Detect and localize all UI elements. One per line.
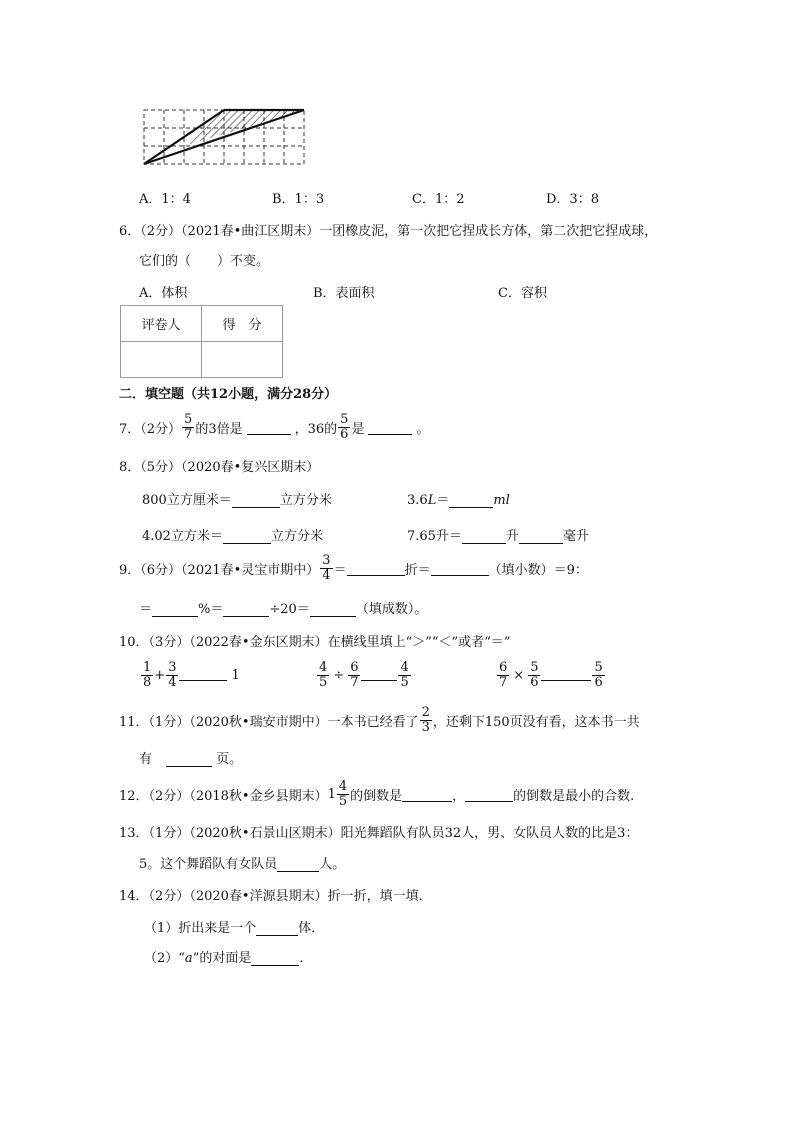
q7-fraction-1: [182, 413, 194, 441]
q8-b-blank[interactable]: [449, 493, 493, 508]
q9-div20: ÷20＝: [269, 602, 310, 617]
q11-prefix: 11．（1分）（2020秋•瑞安市期中）一本书已经看了: [119, 714, 419, 730]
q14-header: 14．（2分）（2020春•洋源县期末）折一折，填一填．: [119, 889, 432, 904]
q9-fill-number: （填成数）。: [355, 602, 428, 617]
q14-sub2-a: （2）“: [144, 951, 185, 966]
q10-e1-op: +: [154, 667, 166, 683]
q8-b-right: ml: [493, 493, 510, 508]
q10-expr-3: [496, 657, 606, 693]
q9-fraction: [320, 554, 332, 582]
q6-option-c: C．容积: [498, 286, 547, 301]
q12-comma: ，: [452, 788, 466, 804]
q9-blank-3[interactable]: [152, 602, 198, 617]
q12-int: 1: [327, 786, 336, 802]
q14-sub2: [144, 947, 312, 966]
q10-e2-a-num: 4: [319, 659, 328, 675]
q10-e2-frac-rhs: [398, 661, 410, 689]
q10-e2-b-num: 6: [350, 659, 359, 675]
q10-e3-b-den: 6: [530, 674, 539, 690]
q12-blank-2[interactable]: [465, 787, 513, 802]
q8-a-right: 立方分米: [279, 493, 332, 508]
q10-e3-frac-rhs: [592, 661, 604, 689]
q10-e1-rhs: 1: [231, 667, 240, 683]
q14-sub2-b: ”的对面是: [192, 951, 252, 966]
q10-e3-a-den: 7: [499, 674, 508, 690]
q8-d-left: 7.65升＝: [407, 529, 462, 544]
q8-c-left: 4.02立方米＝: [142, 529, 223, 544]
q14-sub1: [144, 917, 324, 936]
q10-e1-a-num: 1: [143, 659, 152, 675]
q9-eq1: ＝: [333, 562, 347, 578]
q9-percent: %＝: [198, 602, 224, 617]
q7-end: 。: [416, 421, 430, 437]
q11-line2-b: 页。: [216, 752, 243, 767]
q14-sub1-b: 体．: [298, 921, 325, 936]
score-box-grader-cell[interactable]: [121, 342, 202, 378]
q12-prefix: 12．（2分）（2018秋•金乡县期末）: [119, 788, 328, 804]
q12-blank-1[interactable]: [402, 787, 452, 802]
q7-fraction-2: [338, 413, 350, 441]
q10-e1-b-den: 4: [168, 674, 177, 690]
q10-e2-rhs-num: 4: [400, 659, 409, 675]
q14-sub2-var: a: [184, 951, 193, 966]
q8-d-blank-2[interactable]: [519, 529, 563, 544]
score-box: [120, 305, 283, 378]
section-2-title: 二．填空题（共12小题，满分28分）: [119, 387, 338, 402]
question-11-line1: [119, 702, 640, 738]
q8-item-c: [142, 525, 323, 544]
question-12: [119, 776, 634, 812]
q7-blank-1[interactable]: [247, 420, 291, 435]
q10-e2-rhs-den: 5: [400, 674, 409, 690]
q8-c-blank[interactable]: [223, 529, 271, 544]
q8-a-left: 800立方厘米＝: [142, 493, 232, 508]
q10-e2-frac-b: [348, 661, 360, 689]
q11-fraction: [420, 706, 432, 734]
q14-sub2-blank[interactable]: [251, 951, 299, 966]
q9-blank-4[interactable]: [223, 602, 269, 617]
question-9-line1: [119, 551, 588, 585]
q6-line2: 它们的（ ）不变。: [139, 254, 270, 269]
q6-option-a: A．体积: [139, 286, 188, 301]
q7-text-2: ，36的: [294, 421, 338, 437]
question-9-line2: [139, 598, 427, 617]
q9-zhe: 折＝: [404, 562, 431, 578]
q14-sub1-blank[interactable]: [256, 921, 298, 936]
q8-item-b: [407, 489, 510, 508]
q8-header: 8．（5分）（2020春•复兴区期末）: [119, 460, 320, 475]
q12-fraction: [337, 780, 349, 808]
q13-line2-b: 人。: [319, 857, 346, 872]
q13-line2-a: 5。这个舞蹈队有女队员: [139, 857, 278, 872]
q9-blank-5[interactable]: [310, 602, 356, 617]
q8-item-a: [142, 489, 332, 508]
q9-f-num: 3: [322, 552, 331, 568]
q13-line2: [139, 853, 345, 872]
q10-e2-frac-a: [317, 661, 329, 689]
q10-e3-frac-a: [497, 661, 509, 689]
q9-f-den: 4: [322, 567, 331, 583]
q10-e3-rhs-num: 5: [594, 659, 603, 675]
q10-header: 10．（3分）（2022春•金东区期末）在横线里填上“＞”“＜”或者“＝”: [119, 635, 511, 650]
q11-blank[interactable]: [166, 752, 212, 767]
q8-c-right: 立方分米: [270, 529, 323, 544]
q7-f2-den: 6: [340, 426, 349, 442]
grid-triangle-figure: [138, 104, 310, 170]
q10-e3-frac-b: [528, 661, 540, 689]
q12-mid: 的倒数是: [350, 788, 403, 804]
q9-fill-decimal: （填小数）＝9：: [488, 562, 588, 578]
q9-blank-2[interactable]: [431, 561, 489, 576]
q6-line1: 6．（2分）（2021春•曲江区期末）一团橡皮泥，第一次把它捏成长方体，第二次把它捏成球，: [119, 224, 658, 239]
q11-line2-a: 有: [139, 752, 153, 767]
q9-blank-1[interactable]: [347, 561, 405, 576]
q7-f1-den: 7: [184, 426, 193, 442]
q8-b-unit: L: [427, 493, 437, 508]
q7-prefix: 7．（2分）: [119, 421, 182, 437]
q10-e1-frac-a: [141, 661, 153, 689]
q10-e1-frac-b: [166, 661, 178, 689]
q5-option-b: B．1：3: [272, 192, 325, 207]
q14-sub1-a: （1）折出来是一个: [144, 921, 257, 936]
q9-line2-eq: ＝: [139, 602, 153, 617]
q10-e3-op: ×: [513, 667, 525, 683]
q7-f2-num: 5: [340, 411, 349, 427]
q10-e1-a-den: 8: [143, 674, 152, 690]
q6-option-b: B．表面积: [313, 286, 375, 301]
q14-sub2-c: ．: [299, 951, 313, 966]
q11-f-num: 2: [421, 704, 430, 720]
q10-expr-1: [140, 657, 240, 693]
q8-d-blank-1[interactable]: [462, 529, 506, 544]
q10-expr-2: [316, 657, 412, 693]
score-box-score-label: 得 分: [202, 306, 283, 342]
q7-text-3: 是: [351, 421, 365, 437]
q10-e2-op: ÷: [333, 667, 345, 683]
q9-prefix: 9．（6分）（2021春•灵宝市期中）: [119, 562, 320, 578]
q12-suffix: 的倒数是最小的合数.: [513, 788, 635, 804]
score-box-score-cell[interactable]: [202, 342, 283, 378]
q11-f-den: 3: [421, 719, 430, 735]
q12-f-num: 4: [338, 778, 348, 794]
q13-blank[interactable]: [277, 857, 319, 872]
q5-option-a: A．1：4: [139, 192, 191, 207]
q8-d-mid: 升: [505, 529, 519, 544]
q5-option-c: C．1：2: [412, 192, 465, 207]
q5-option-d: D．3：8: [546, 192, 599, 207]
q11-suffix: ，还剩下150页没有看，这本书一共: [432, 714, 640, 730]
q10-e2-b-den: 7: [350, 674, 359, 690]
q13-line1: 13．（1分）（2020秋•石景山区期末）阳光舞蹈队有队员32人，男、女队员人数的比是3：: [119, 826, 639, 841]
question-7: [119, 410, 429, 444]
q7-f1-num: 5: [184, 411, 193, 427]
q10-e2-a-den: 5: [319, 674, 328, 690]
q8-d-right: 毫升: [562, 529, 589, 544]
q10-e3-b-num: 5: [530, 659, 539, 675]
q10-e1-b-num: 3: [168, 659, 177, 675]
q10-e3-a-num: 6: [499, 659, 508, 675]
question-11-line2: [139, 748, 242, 767]
q8-b-left: 3.6: [407, 493, 428, 508]
q10-e3-rhs-den: 6: [594, 674, 603, 690]
q10-e1-blank[interactable]: [179, 670, 227, 681]
q12-f-den: 5: [338, 793, 348, 809]
q10-e3-blank[interactable]: [541, 670, 591, 681]
q7-text-1: 的3倍是: [195, 421, 243, 437]
q10-e2-blank[interactable]: [361, 670, 397, 681]
q8-item-d: [407, 525, 589, 544]
score-box-grader-label: 评卷人: [121, 306, 202, 342]
q7-blank-2[interactable]: [368, 420, 412, 435]
q8-b-eq: ＝: [436, 493, 450, 508]
q8-a-blank[interactable]: [232, 493, 280, 508]
